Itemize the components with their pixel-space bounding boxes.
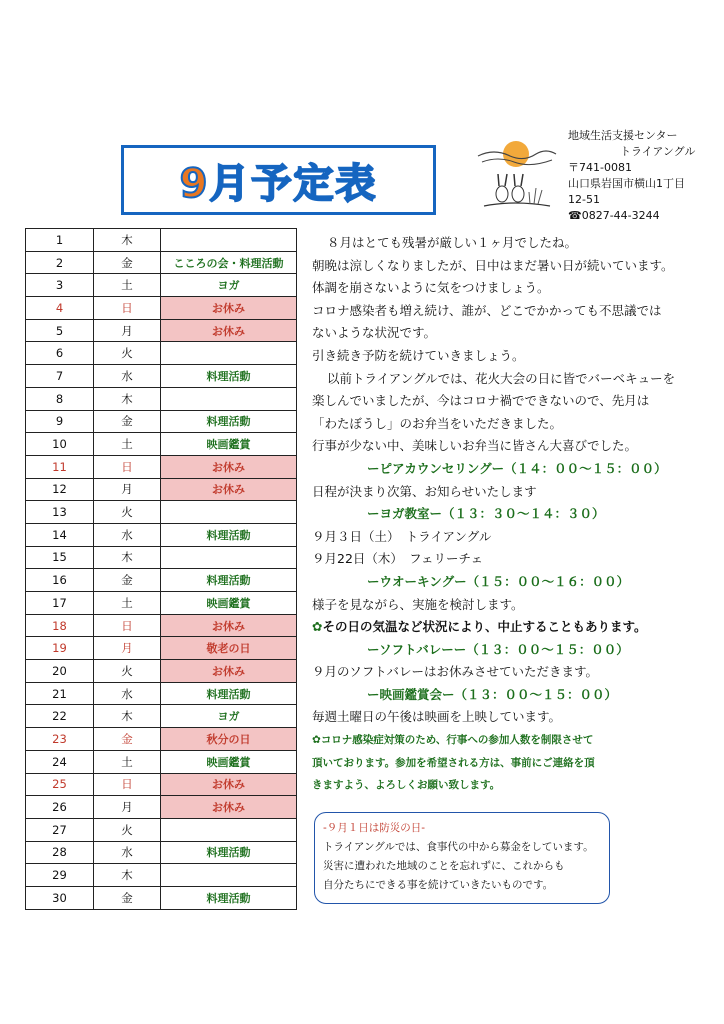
table-row <box>26 773 297 796</box>
event-cell <box>161 229 297 252</box>
table-row <box>26 864 297 887</box>
table-row <box>26 592 297 615</box>
day-cell: 29 <box>26 864 94 887</box>
box-line: トライアングルでは、食事代の中から募金をしています。 <box>323 841 594 853</box>
weekday-cell: 金 <box>94 886 161 909</box>
note-line: 楽しんでいましたが、今はコロナ禍でできないので、先月は <box>312 393 650 409</box>
note-line: 行事が少ない中、美味しいお弁当に皆さん大喜びでした。 <box>312 438 638 454</box>
event-cell <box>161 546 297 569</box>
weekday-cell: 木 <box>94 546 161 569</box>
day-cell: 17 <box>26 592 94 615</box>
title-box <box>121 145 436 215</box>
postal-code: 〒741-0081 <box>568 161 632 174</box>
weekday-cell: 月 <box>94 637 161 660</box>
note-line: ８月はとても残暑が厳しい１ヶ月でしたね。 <box>327 235 578 250</box>
table-row <box>26 569 297 592</box>
event-cell: こころの会・料理活動 <box>161 251 297 274</box>
table-row <box>26 728 297 751</box>
note-line: 日程が決まり次第、お知らせいたします <box>312 483 537 499</box>
center-subname: トライアングル <box>620 145 696 158</box>
weekday-cell: 日 <box>94 297 161 320</box>
day-cell: 15 <box>26 546 94 569</box>
page-title: 9月予定表 <box>179 160 378 207</box>
day-cell: 21 <box>26 682 94 705</box>
covid-note: 頂いております。参加を希望される方は、事前にご連絡を頂 <box>312 756 595 769</box>
note-line: ９月のソフトバレーはお休みさせていただきます。 <box>312 664 599 680</box>
day-cell: 14 <box>26 523 94 546</box>
table-row <box>26 682 297 705</box>
table-row <box>26 342 297 365</box>
table-row <box>26 501 297 524</box>
heading-peer-counseling: ーピアカウンセリングー（１４：００～１５：００） <box>367 460 667 476</box>
day-cell: 2 <box>26 251 94 274</box>
table-row <box>26 365 297 388</box>
day-cell: 6 <box>26 342 94 365</box>
table-row <box>26 523 297 546</box>
event-cell: 料理活動 <box>161 682 297 705</box>
note-line: ９月22日（木） フェリーチェ <box>312 551 484 567</box>
weekday-cell: 水 <box>94 841 161 864</box>
day-cell: 13 <box>26 501 94 524</box>
flower-icon: ✿ <box>312 734 321 747</box>
event-cell: お休み <box>161 796 297 819</box>
weekday-cell: 火 <box>94 660 161 683</box>
table-row <box>26 387 297 410</box>
day-cell: 7 <box>26 365 94 388</box>
day-cell: 23 <box>26 728 94 751</box>
event-cell: 料理活動 <box>161 886 297 909</box>
note-line: ９月３日（土） トライアングル <box>312 528 492 544</box>
table-row <box>26 750 297 773</box>
moon-rabbit-illustration <box>474 138 559 213</box>
event-cell: お休み <box>161 455 297 478</box>
flower-icon: ✿ <box>312 619 323 635</box>
note-line: 朝晩は涼しくなりましたが、日中はまだ暑い日が続いています。 <box>312 257 674 273</box>
weekday-cell: 月 <box>94 796 161 819</box>
weekday-cell: 日 <box>94 773 161 796</box>
day-cell: 11 <box>26 455 94 478</box>
weekday-cell: 水 <box>94 523 161 546</box>
disaster-day-box <box>314 812 610 904</box>
event-cell: 料理活動 <box>161 841 297 864</box>
event-cell: お休み <box>161 773 297 796</box>
table-row <box>26 841 297 864</box>
event-cell: 料理活動 <box>161 523 297 546</box>
heading-walking: ーウオーキングー（１５：００～１６：００） <box>367 573 630 589</box>
notes-section <box>312 232 722 797</box>
table-row <box>26 251 297 274</box>
table-row <box>26 274 297 297</box>
note-warning: ✿その日の気温など状況により、中止することもあります。 <box>312 619 647 635</box>
table-row <box>26 455 297 478</box>
event-cell: 敬老の日 <box>161 637 297 660</box>
weekday-cell: 木 <box>94 229 161 252</box>
event-cell: 料理活動 <box>161 365 297 388</box>
note-line: 「わたぼうし」のお弁当をいただきました。 <box>312 415 563 431</box>
day-cell: 20 <box>26 660 94 683</box>
center-name: 地域生活支援センター <box>568 129 678 142</box>
day-cell: 3 <box>26 274 94 297</box>
event-cell: ヨガ <box>161 274 297 297</box>
box-title: -９月１日は防災の日- <box>323 822 426 834</box>
event-cell: 映画鑑賞 <box>161 433 297 456</box>
note-line: コロナ感染者も増え続け、誰が、どこでかかっても不思議では <box>312 302 662 318</box>
table-row <box>26 229 297 252</box>
day-cell: 28 <box>26 841 94 864</box>
event-cell <box>161 501 297 524</box>
note-line: 毎週土曜日の午後は映画を上映しています。 <box>312 709 562 725</box>
phone-number: ☎0827-44-3244 <box>568 209 660 222</box>
day-cell: 27 <box>26 818 94 841</box>
weekday-cell: 水 <box>94 365 161 388</box>
address-line-1: 山口県岩国市横山1丁目 <box>568 177 685 190</box>
day-cell: 5 <box>26 319 94 342</box>
event-cell: 料理活動 <box>161 569 297 592</box>
table-row <box>26 818 297 841</box>
table-row <box>26 886 297 909</box>
weekday-cell: 金 <box>94 728 161 751</box>
note-line: 以前トライアングルでは、花火大会の日に皆でバーベキューを <box>327 370 676 386</box>
covid-note: ✿コロナ感染症対策のため、行事への参加人数を制限させて <box>312 734 594 747</box>
box-line: 災害に遭われた地域のことを忘れずに、これからも <box>323 860 565 872</box>
table-row <box>26 410 297 433</box>
table-row <box>26 433 297 456</box>
box-line: 自分たちにできる事を続けていきたいものです。 <box>323 879 554 891</box>
weekday-cell: 火 <box>94 342 161 365</box>
covid-note: きますよう、よろしくお願い致します。 <box>312 779 501 792</box>
day-cell: 19 <box>26 637 94 660</box>
day-cell: 8 <box>26 387 94 410</box>
day-cell: 12 <box>26 478 94 501</box>
weekday-cell: 土 <box>94 433 161 456</box>
note-line: ないような状況です。 <box>312 325 437 341</box>
weekday-cell: 水 <box>94 682 161 705</box>
day-cell: 9 <box>26 410 94 433</box>
weekday-cell: 土 <box>94 274 161 297</box>
weekday-cell: 日 <box>94 614 161 637</box>
note-line: 様子を見ながら、実施を検討します。 <box>312 596 524 612</box>
event-cell: 秋分の日 <box>161 728 297 751</box>
weekday-cell: 木 <box>94 864 161 887</box>
event-cell: ヨガ <box>161 705 297 728</box>
event-cell: お休み <box>161 660 297 683</box>
day-cell: 18 <box>26 614 94 637</box>
table-row <box>26 705 297 728</box>
day-cell: 30 <box>26 886 94 909</box>
address-line-2: 12-51 <box>568 193 600 206</box>
table-row <box>26 478 297 501</box>
day-cell: 4 <box>26 297 94 320</box>
event-cell <box>161 342 297 365</box>
weekday-cell: 日 <box>94 455 161 478</box>
weekday-cell: 金 <box>94 251 161 274</box>
table-row <box>26 637 297 660</box>
heading-yoga: ーヨガ教室ー（１３：３０～１４：３０） <box>367 506 605 522</box>
weekday-cell: 木 <box>94 387 161 410</box>
day-cell: 10 <box>26 433 94 456</box>
note-line: 引き続き予防を続けていきましょう。 <box>312 347 525 363</box>
table-row <box>26 614 297 637</box>
day-cell: 1 <box>26 229 94 252</box>
table-row <box>26 660 297 683</box>
weekday-cell: 木 <box>94 705 161 728</box>
weekday-cell: 火 <box>94 501 161 524</box>
event-cell <box>161 864 297 887</box>
event-cell: 映画鑑賞 <box>161 592 297 615</box>
event-cell <box>161 818 297 841</box>
table-row <box>26 796 297 819</box>
day-cell: 16 <box>26 569 94 592</box>
event-cell: お休み <box>161 297 297 320</box>
day-cell: 26 <box>26 796 94 819</box>
event-cell: お休み <box>161 319 297 342</box>
event-cell: 映画鑑賞 <box>161 750 297 773</box>
heading-soft-volleyball: ーソフトバレーー（１３：００～１５：００） <box>367 641 629 657</box>
event-cell: 料理活動 <box>161 410 297 433</box>
day-cell: 22 <box>26 705 94 728</box>
center-info <box>568 128 724 224</box>
weekday-cell: 土 <box>94 592 161 615</box>
day-cell: 25 <box>26 773 94 796</box>
weekday-cell: 金 <box>94 410 161 433</box>
event-cell: お休み <box>161 478 297 501</box>
weekday-cell: 月 <box>94 478 161 501</box>
weekday-cell: 月 <box>94 319 161 342</box>
weekday-cell: 土 <box>94 750 161 773</box>
table-row <box>26 546 297 569</box>
weekday-cell: 金 <box>94 569 161 592</box>
event-cell <box>161 387 297 410</box>
table-row <box>26 319 297 342</box>
event-cell: お休み <box>161 614 297 637</box>
table-row <box>26 297 297 320</box>
heading-movie: ー映画鑑賞会ー（１３：００～１５：００） <box>367 686 618 702</box>
day-cell: 24 <box>26 750 94 773</box>
schedule-table <box>25 228 297 910</box>
note-line: 体調を崩さないように気をつけましょう。 <box>312 280 550 296</box>
weekday-cell: 火 <box>94 818 161 841</box>
